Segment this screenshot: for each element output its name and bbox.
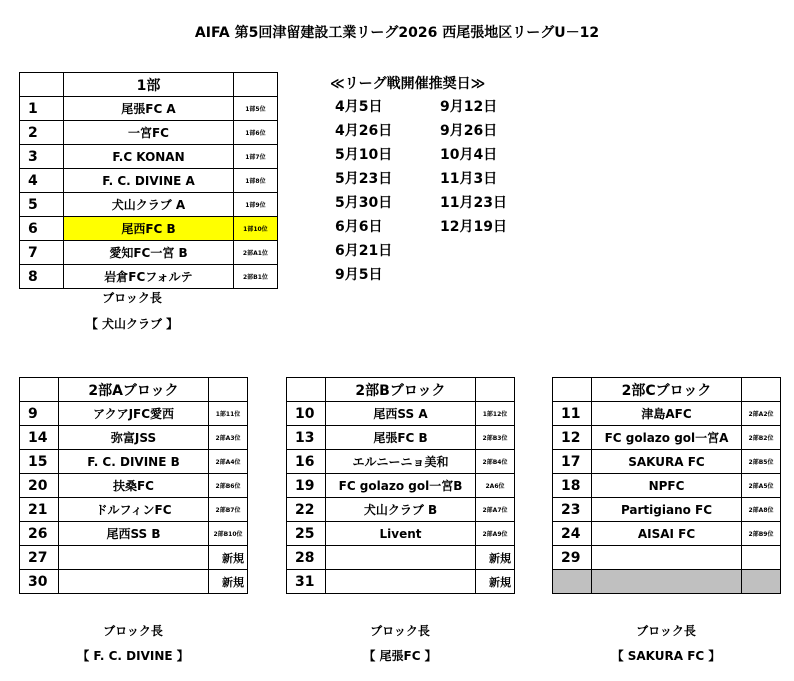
schedule-date: 5月30日 [335,195,393,211]
division-2b-table [286,377,515,594]
team-name: 一宮FC [64,121,234,145]
previous-rank: 1部8位 [233,169,277,193]
team-name: SAKURA FC [592,450,742,474]
team-number: 6 [20,217,64,241]
schedule-date: 5月23日 [335,171,393,187]
team-number: 23 [553,498,592,522]
team-row [20,241,278,265]
previous-rank: 1部10位 [233,217,277,241]
team-number: 2 [20,121,64,145]
team-name: FC golazo gol一宮A [592,426,742,450]
team-number: 17 [553,450,592,474]
previous-rank: 2部B7位 [209,498,248,522]
team-number: 25 [287,522,326,546]
previous-rank: 2部A5位 [742,474,781,498]
team-name: 尾西SS B [59,522,209,546]
schedule-date: 6月21日 [335,243,393,259]
division-2a-leader-label: ブロック長 [103,624,163,638]
team-number: 22 [287,498,326,522]
previous-rank: 2部B3位 [476,426,515,450]
team-row [20,474,248,498]
team-row [20,193,278,217]
team-name: 尾張FC B [326,426,476,450]
team-row [20,402,248,426]
team-row [20,522,248,546]
team-name: 岩倉FCフォルテ [64,265,234,289]
previous-rank [742,546,781,570]
new-entry-label: 新規 [209,570,248,594]
team-number: 20 [20,474,59,498]
team-row [287,426,515,450]
previous-rank: 1部12位 [476,402,515,426]
team-number: 30 [20,570,59,594]
team-name: 犬山クラブ A [64,193,234,217]
team-row [287,522,515,546]
previous-rank: 1部5位 [233,97,277,121]
team-row [553,522,781,546]
previous-rank [742,570,781,594]
team-name: 尾西FC B [64,217,234,241]
team-number: 14 [20,426,59,450]
team-number: 7 [20,241,64,265]
division-2b-leader-label: ブロック長 [370,624,430,638]
previous-rank: 2部A4位 [209,450,248,474]
team-name: AISAI FC [592,522,742,546]
team-row [20,426,248,450]
previous-rank: 2部A2位 [742,402,781,426]
previous-rank: 2部B10位 [209,522,248,546]
division-2a-table [19,377,248,594]
team-name: ドルフィンFC [59,498,209,522]
schedule-date: 4月5日 [335,99,383,115]
team-row [20,97,278,121]
page-title: AIFA 第5回津留建設工業リーグ2026 西尾張地区リーグU－12 [194,25,600,41]
team-name: 津島AFC [592,402,742,426]
team-name: 扶桑FC [59,474,209,498]
team-name [59,570,209,594]
division-1-leader-label: ブロック長 [102,291,162,305]
team-row [20,570,248,594]
division-2a-header: 2部Aブロック [59,378,209,402]
team-name: F. C. DIVINE B [59,450,209,474]
team-name: FC golazo gol一宮B [326,474,476,498]
team-name: エルニーニョ美和 [326,450,476,474]
team-name [592,546,742,570]
team-name: 犬山クラブ B [326,498,476,522]
team-number: 27 [20,546,59,570]
team-row [20,546,248,570]
previous-rank: 2部A3位 [209,426,248,450]
team-number: 31 [287,570,326,594]
previous-rank: 1部9位 [233,193,277,217]
new-entry-label: 新規 [476,546,515,570]
schedule-date: 12月19日 [440,219,507,235]
team-number: 1 [20,97,64,121]
schedule-date: 4月26日 [335,123,393,139]
team-number: 13 [287,426,326,450]
team-number: 28 [287,546,326,570]
team-row [287,546,515,570]
team-number: 19 [287,474,326,498]
division-2b-header: 2部Bブロック [326,378,476,402]
team-name: NPFC [592,474,742,498]
previous-rank: 1部7位 [233,145,277,169]
team-row [287,474,515,498]
division-2c-table [552,377,781,594]
team-row [553,546,781,570]
team-row [20,121,278,145]
team-row [20,265,278,289]
schedule-date: 9月26日 [440,123,498,139]
team-row [553,498,781,522]
team-row [553,402,781,426]
division-2a-leader: 【 F. C. DIVINE 】 [77,649,189,663]
previous-rank: 2部A9位 [476,522,515,546]
division-1-table [19,72,278,289]
previous-rank: 2部B1位 [233,265,277,289]
schedule-date: 11月23日 [440,195,507,211]
schedule-date: 10月4日 [440,147,498,163]
team-row [287,570,515,594]
team-number: 12 [553,426,592,450]
team-number [553,570,592,594]
team-row [287,498,515,522]
team-row [20,450,248,474]
team-row [20,169,278,193]
previous-rank: 2A6位 [476,474,515,498]
team-row [553,474,781,498]
division-2c-leader: 【 SAKURA FC 】 [611,649,721,663]
previous-rank: 1部11位 [209,402,248,426]
team-number: 26 [20,522,59,546]
schedule-date: 9月12日 [440,99,498,115]
team-number: 24 [553,522,592,546]
previous-rank: 2部A1位 [233,241,277,265]
schedule-date: 5月10日 [335,147,393,163]
division-2c-header: 2部Cブロック [592,378,742,402]
previous-rank: 2部B6位 [209,474,248,498]
team-name: F.C KONAN [64,145,234,169]
team-number: 10 [287,402,326,426]
division-2c-leader-label: ブロック長 [636,624,696,638]
team-row [553,450,781,474]
team-name: Livent [326,522,476,546]
team-name: Partigiano FC [592,498,742,522]
previous-rank: 2部B5位 [742,450,781,474]
team-row [20,145,278,169]
schedule-date: 11月3日 [440,171,498,187]
previous-rank: 2部A8位 [742,498,781,522]
division-1-leader: 【 犬山クラブ 】 [85,317,179,331]
new-entry-label: 新規 [476,570,515,594]
previous-rank: 1部6位 [233,121,277,145]
team-number: 4 [20,169,64,193]
previous-rank: 2部B4位 [476,450,515,474]
team-number: 29 [553,546,592,570]
division-1-header: 1部 [64,73,234,97]
previous-rank: 2部B9位 [742,522,781,546]
schedule-date: 9月5日 [335,267,383,283]
team-number: 18 [553,474,592,498]
team-name: 弥富JSS [59,426,209,450]
team-number: 16 [287,450,326,474]
team-name [326,546,476,570]
team-row [20,498,248,522]
schedule-date: 6月6日 [335,219,383,235]
team-number: 11 [553,402,592,426]
team-row [20,217,278,241]
schedule-header: ≪リーグ戦開催推奨日≫ [330,76,486,92]
team-number: 21 [20,498,59,522]
team-row [287,402,515,426]
team-name: 愛知FC一宮 B [64,241,234,265]
team-number: 3 [20,145,64,169]
team-name: 尾西SS A [326,402,476,426]
division-2b-leader: 【 尾張FC 】 [363,649,437,663]
team-row [553,426,781,450]
team-row [553,570,781,594]
team-name: アクアJFC愛西 [59,402,209,426]
team-row [287,450,515,474]
new-entry-label: 新規 [209,546,248,570]
team-name: 尾張FC A [64,97,234,121]
team-number: 8 [20,265,64,289]
team-name [592,570,742,594]
team-name [326,570,476,594]
team-name [59,546,209,570]
previous-rank: 2部B2位 [742,426,781,450]
team-number: 9 [20,402,59,426]
team-name: F. C. DIVINE A [64,169,234,193]
team-number: 15 [20,450,59,474]
previous-rank: 2部A7位 [476,498,515,522]
team-number: 5 [20,193,64,217]
